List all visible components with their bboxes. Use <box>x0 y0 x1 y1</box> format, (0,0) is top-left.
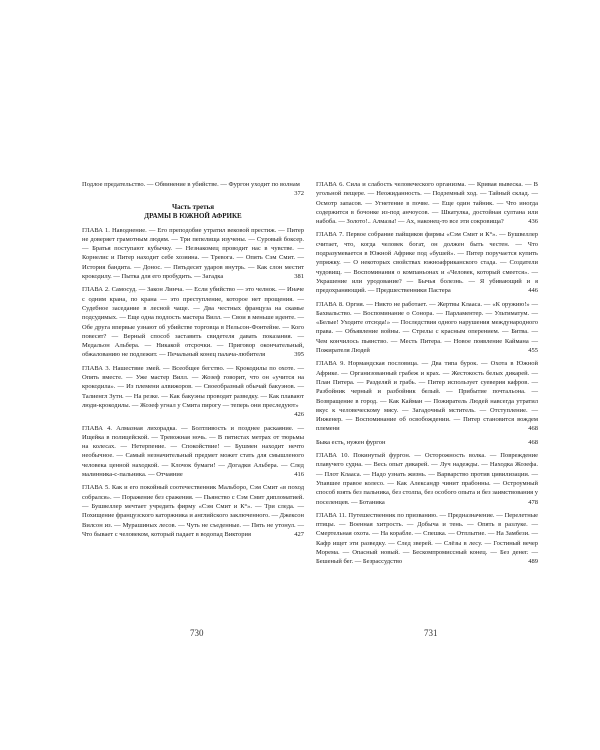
toc-entry-text: ГЛАВА 3. Нашествие змей. — Всеобщее бегство. — Крокодилы по охоте. — Опять вместе. — Уже мастер Вилл. — Жозеф говорит, что он «учится на крокодила». — Из племени алвижоров. — Своеобразный обычай бакуэнов. — Талиенгл Зутн. — На резке. — Как бакуэны проводят разведку. — Как плавают люди-крокодилы. — Жозеф угнал у Смита пирогу — теперь они преследуют» <box>82 364 304 409</box>
toc-entry-text: ГЛАВА 1. Наводнение. — Его преподобие утратил вековой престиж. — Питер не доверяет грамотным людям. — Три пепелища изучены. — Суровый боксер. — Братья поступают кубычку. — Незнакомец проводит нас в чувстве. — Корнелис и Питер находит себе хозяина. — Тревога. — Опять Сэм Смит. — История бандита. — Донос. — Пятьдесят ударов внутрь. — Как слон местит крокодилу. — Пытка для его пробудить. — Загадка <box>82 226 304 281</box>
toc-entry-chapter-10 <box>316 451 538 507</box>
toc-entry-chapter-6 <box>316 180 538 226</box>
toc-entry-text: ГЛАВА 10. Покинутый фургон. — Осторожность волка. — Повреждение плавучего судна. — Весь опыт дикарей. — Луч надежды. — Находка Жозефа. — Плот Клааса. — Надо узнать жизнь. — Варварство против цивилизации. — Упавшее правое колесо. — Как Александр чинит прабонны. — Остроумный способ взять без пальника, без столпа, без особого опыта и без заимствования у поселенцев. — Ботаника <box>316 452 538 506</box>
page-number-left: 730 <box>190 628 204 638</box>
toc-entry-chapter-11 <box>316 511 538 567</box>
toc-entry-text: ГЛАВА 9. Нормандская пословица. — Два типа бурок. — Охота в Южной Африке. — Организованный грабеж и крах. — Жестокость белых дикарей. — План Питера. — Разделяй и грабь. — Питер использует суеверия кафров. — Разбойник черный и разбойник белый. — Прибытие почтальона. — Возвращение в город. — Как Кайман — Пожиратель Людей навсегда утратил вкус к человеческому мясу. — Загадочный мститель. — Отступление. — Инженер. — Воспоминание об освобождении. — Питер становится вождем племени <box>316 360 538 433</box>
part-heading <box>82 203 304 221</box>
toc-entry-text: ГЛАВА 4. Алмазная лихорадка. — Болтливость и позднее раскаяние. — Ищейка в полицейской. — Тревожная ночь. — В пятистах метрах от тюрьмы на колесах. — Нетерпение. — Спокойствие! — Бушмен находит нечто необычное. — Самый незначительный предмет может стать для смышленого человека ценной находкой. — Клочок бумаги! — Догадки Альбера. — След малинника-с-пальника. — Отчаяние <box>82 424 304 479</box>
toc-entry-chapter-4 <box>82 424 304 480</box>
toc-page-number: 372 <box>294 190 304 198</box>
toc-page-number: 436 <box>528 218 538 226</box>
toc-entry-text: ГЛАВА 7. Первое собрание пайщиков фирмы «Сэм Смит и К°». — Бушвеллер считает, что, когда человек богат, он должен быть честен. — Что подразумевается в Южной Африке под «бушей». — Питер поручается купить упряжку. — О некоторых свойствах южноафриканского стада. — Создатели чудовищ. — Воспоминания о компаньонах и «Человек, который смеется». — Украшение или уродование? — Бычья болезнь. — Я убивающий и я предохраняющий. — Предшественники Пастера <box>316 231 538 295</box>
toc-entry-chapter-5 <box>82 483 304 539</box>
toc-page-number: 427 <box>294 530 304 538</box>
toc-page-number: 478 <box>528 498 538 506</box>
toc-page-number: 468 <box>528 425 538 433</box>
toc-page-number: 395 <box>294 351 304 359</box>
toc-page-number: 416 <box>294 471 304 479</box>
toc-entry-chapter-3 <box>82 364 304 420</box>
right-page <box>316 180 538 571</box>
toc-page-number: 468 <box>528 438 538 446</box>
toc-entry-chapter-1 <box>82 226 304 282</box>
toc-entry-chapter-9-tail <box>316 438 538 447</box>
toc-entry-chapter-2 <box>82 285 304 359</box>
toc-entry-text: Быка есть, нужен фургон <box>316 438 386 446</box>
toc-entry-text: ГЛАВА 6. Сила и слабость человеческого организма. — Кривая вывеска. — В угольной пещере. — Неожиданность. — Подземный ход. — Тайный склад. — Осмотр запасов. — Угнетение в почве. — Еще один тайник. — Что иногда содержится в бочонке из-под анчоусов. — Шкатулка, достойная султана или набоба. — Золото!.. Алмазы! — Ах, наконец-то все эти сокровища? <box>316 181 538 226</box>
part-title: Часть третья <box>171 202 215 211</box>
toc-page-number: 381 <box>294 273 304 281</box>
toc-entry-text: ГЛАВА 11. Путешественник по призванию. — Предназначение. — Перелетные птицы. — Военная хитрость. — Добыча и тень. — Опять в разлуке. — Смертельная охота. — На корабле. — Спешка. — Отплытие. — На Замбези. — Кафр ищет эти разведку. — След зверей. — Слёзы в лесу. — Гостиный вечер Морема. — Опасный новый. — Бескомпромиссный конец. — Без денег. — Бешеный бег. — Безрассудство <box>316 511 538 566</box>
left-page <box>82 180 304 543</box>
toc-entry-text: ГЛАВА 2. Самосуд. — Закон Линча. — Если убийство — это челнок. — Иначе с одним крана, по крана — это преступление, которое нет прощения. — Судебное заседание в лесной чаще. — Два честных француза на скамье подсудимых. — Еще одна подлость мастера Вилл. — Свои в меньше иденте. — Обе друга впервые узнают об убийстве торговца в Нельсон-Фонтейне. — Кого повесят? — Верный способ заставить свидетеля давать показания. — Медальон Альбера. — Никакой отсрочки. — Приговор окончательный, обжалованию не подлежит. — Печальный конец палача-любителя <box>82 286 304 359</box>
toc-entry-text: Подлое предательство. — Обвинение в убийстве. — Фургон уходит по волнам <box>82 181 300 188</box>
toc-entry-chapter-8 <box>316 300 538 356</box>
toc-entry-text: ГЛАВА 5. Как и его покойный соотечественник Мальборо, Сэм Смит «в поход собрался». — Поражение без сражения. — Пьянство с Сэм Смит дипломатией. — Бушвеллер мечтает учредить фирму «Сэм Смит и К°». — Три следа. — Похищение французского каторжника и английского заключенного. — Джексон Вилсон из. — Мурашиных лесов. — Чуть не съеденные. — Пять не утонул. — Что бывает с человеком, который падает в водопад Виктория <box>82 484 305 538</box>
page-number-right: 731 <box>424 628 438 638</box>
toc-page-number: 489 <box>528 558 538 566</box>
toc-page-number: 455 <box>528 347 538 355</box>
part-subtitle: ДРАМЫ В ЮЖНОЙ АФРИКЕ <box>144 211 242 220</box>
toc-page-number: 446 <box>528 287 538 295</box>
toc-page-number: 426 <box>294 411 304 419</box>
toc-entry-text: ГЛАВА 8. Оргия. — Никто не работает. — Жертвы Клааса. — «К оружию!» — Бахвальство. — Воспоминание о Сонора. — Парламентер. — Ультиматум. — «Белые! Уходите отсюда!» — Последствия одного нарушения международного права. — Объявление войны. — Стрелы с красным оперением. — Битва. — Чем кончилось пьянство. — Месть Питера. — Новое появление Каймана — Пожирателя Людей <box>316 300 538 355</box>
toc-entry-chapter-7 <box>316 230 538 295</box>
toc-entry-intro <box>82 180 304 199</box>
toc-entry-chapter-9 <box>316 359 538 433</box>
